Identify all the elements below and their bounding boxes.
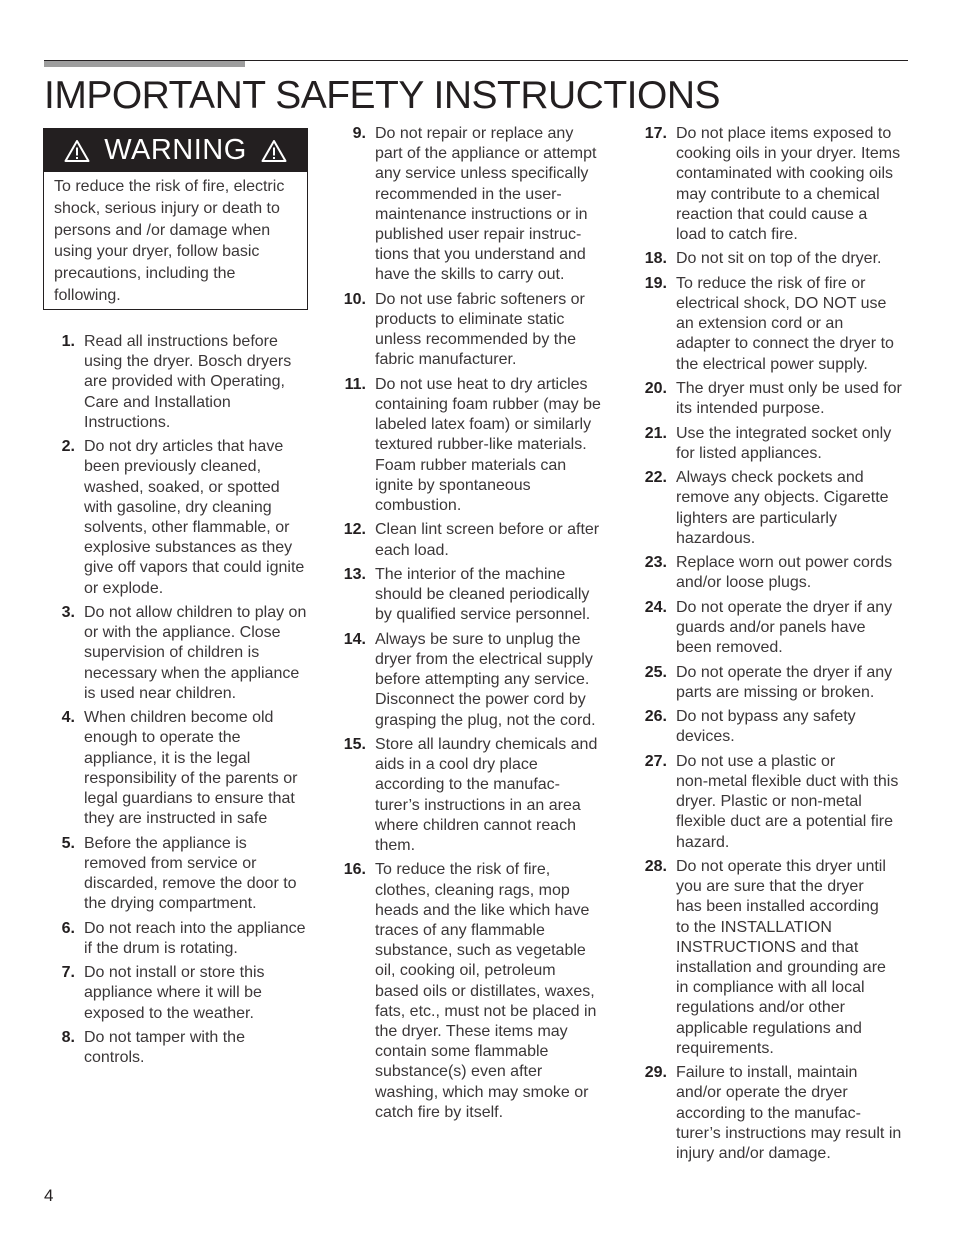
instruction-item (642, 379, 914, 419)
instruction-item (341, 630, 611, 731)
instruction-text: Do not allow children to play on or with the appliance. Close supervision of children is necessary when the appliance is used near children. (84, 604, 307, 702)
instruction-text: When children become old enough to operate the appliance, it is the legal responsibility of the parents or legal guardians to ensure that they are instructed in safe (84, 709, 298, 828)
instruction-number: 29. (644, 1064, 667, 1082)
instruction-number: 3. (61, 604, 75, 622)
warning-triangle-icon (64, 139, 90, 163)
instruction-item (341, 735, 611, 856)
instruction-text: Do not dry articles that have been previously cleaned, washed, soaked, or spotted with gasoline, dry cleaning solvents, other flammable, or explosive substances as they give off vapors that could ignite or explode. (84, 438, 305, 597)
instruction-text: Use the integrated socket only for listed appliances. (676, 424, 892, 462)
instruction-item (50, 603, 312, 704)
instruction-number: 21. (644, 424, 667, 442)
instruction-item (50, 963, 312, 1024)
instruction-text: Do not operate the dryer if any guards and/or panels have been removed. (676, 598, 893, 657)
header-accent-bar (44, 61, 245, 67)
instruction-number: 18. (644, 250, 667, 268)
instruction-number: 6. (61, 919, 75, 937)
instruction-number: 4. (61, 709, 75, 727)
instruction-item (642, 707, 914, 747)
instruction-text: Do not reach into the appliance if the drum is rotating. (84, 919, 306, 957)
instruction-text: Store all laundry chemicals and aids in a cool dry place according to the manufac- turer’s instructions in an area where children cannot reach them. (375, 736, 598, 855)
instruction-text: Before the appliance is removed from service or discarded, remove the door to the drying compartment. (84, 834, 297, 913)
instruction-text: Always check pockets and remove any objects. Cigarette lighters are particularly hazardous. (676, 469, 889, 547)
instruction-number: 20. (644, 380, 667, 397)
instruction-number: 15. (343, 736, 366, 754)
instruction-item (50, 708, 312, 829)
instruction-text: The interior of the machine should be cleaned periodically by qualified service personnel. (375, 566, 591, 624)
instruction-number: 8. (61, 1029, 75, 1047)
warning-header (44, 129, 307, 172)
instruction-number: 2. (61, 438, 75, 456)
instruction-text: Do not bypass any safety devices. (676, 708, 856, 746)
instruction-text: Do not use heat to dry articles containing foam rubber (may be labeled latex foam) or similarly textured rubber-like materials. Foam rubber materials can ignite by spontaneous combustion. (375, 375, 601, 515)
instruction-item (642, 274, 914, 375)
instruction-item (642, 124, 914, 245)
instruction-item (341, 565, 611, 626)
warning-text: To reduce the risk of fire, electric shock, serious injury or death to persons and /or damage when using your dryer, follow basic precautions, including the following. (54, 178, 285, 304)
instruction-number: 11. (344, 375, 366, 393)
instruction-text: Do not operate the dryer if any parts are missing or broken. (676, 663, 893, 701)
instructions-column-2 (341, 124, 611, 1127)
instruction-number: 27. (644, 752, 667, 770)
page-number: 4 (44, 1186, 54, 1205)
instruction-text: Do not use a plastic or non-metal flexible duct with this dryer. Plastic or non-metal flexible duct are a potential fire hazard. (676, 752, 899, 851)
instruction-item (642, 468, 914, 549)
instruction-text: To reduce the risk of fire, clothes, cleaning rags, mop heads and the like which have traces of any flammable substance, such as vegetable oil, cooking oil, petroleum based oils or distillates, waxes, fats, etc., must not be placed in the dryer. These items may contain some flammable substance(s) even after washing, which may smoke or catch fire by itself. (375, 861, 597, 1121)
instructions-column-3 (642, 124, 914, 1168)
instruction-number: 14. (343, 630, 366, 648)
instruction-item (341, 860, 611, 1123)
instruction-item (642, 598, 914, 659)
instruction-text: Failure to install, maintain and/or operate the dryer according to the manufac- turer’s instructions may result in injury and/or damage. (676, 1064, 902, 1162)
instruction-item (341, 520, 611, 560)
instruction-number: 26. (644, 708, 667, 726)
instruction-item (50, 437, 312, 599)
instruction-text: To reduce the risk of fire or electrical shock, DO NOT use an extension cord or an adapter to connect the dryer to the electrical power supply. (676, 274, 894, 373)
instruction-text: Do not use fabric softeners or products to eliminate static unless recommended by the fabric manufacturer. (375, 290, 585, 369)
instruction-number: 24. (644, 598, 667, 616)
instruction-item (642, 553, 914, 593)
instruction-text: Do not sit on top of the dryer. (676, 250, 882, 268)
instruction-number: 13. (343, 566, 366, 584)
instruction-item (642, 752, 914, 853)
instruction-text: Replace worn out power cords and/or loose plugs. (676, 554, 893, 592)
instruction-item (642, 663, 914, 703)
instruction-number: 17. (644, 125, 667, 142)
instruction-item (50, 332, 312, 433)
instruction-item (642, 857, 914, 1059)
instruction-number: 1. (61, 333, 75, 350)
instruction-text: Do not repair or replace any part of the appliance or attempt any service unless specifically recommended in the user- maintenance instructions or in published user repair instruc- tions that you understand and have the skills to carry out. (375, 125, 597, 284)
warning-box (43, 128, 308, 310)
instruction-item (341, 290, 611, 371)
instruction-item (642, 424, 914, 464)
instruction-number: 5. (61, 834, 75, 852)
instruction-item (50, 919, 312, 959)
instruction-number: 10. (343, 290, 366, 308)
instruction-text: Read all instructions before using the dryer. Bosch dryers are provided with Operating, Care and Installation Instructions. (84, 333, 292, 431)
instruction-text: Do not place items exposed to cooking oils in your dryer. Items contaminated with cooking oils may contribute to a chemical reaction that could cause a load to catch fire. (676, 125, 901, 244)
instruction-item (50, 1028, 312, 1068)
instruction-number: 12. (343, 521, 366, 539)
instructions-list (642, 124, 914, 1164)
instruction-number: 28. (644, 857, 667, 875)
instruction-text: Always be sure to unplug the dryer from the electrical supply before attempting any service. Disconnect the power cord by grasping the plug, not the cord. (375, 630, 596, 729)
warning-triangle-icon (261, 139, 287, 163)
instructions-list (50, 332, 312, 1068)
instruction-number: 9. (352, 125, 366, 142)
instruction-number: 23. (644, 554, 667, 572)
instruction-item (341, 124, 611, 286)
instruction-text: Do not operate this dryer until you are sure that the dryer has been installed according to the INSTALLATION INSTRUCTIONS and that installation and grounding are in compliance with all local regulations and/or other applicable regulations and requirements. (676, 857, 886, 1057)
instruction-text: Do not install or store this appliance where it will be exposed to the weather. (84, 964, 265, 1022)
instruction-text: The dryer must only be used for its intended purpose. (676, 380, 902, 418)
instruction-text: Clean lint screen before or after each load. (375, 521, 600, 559)
instruction-item (642, 1063, 914, 1164)
instructions-column-1 (50, 332, 312, 1073)
instruction-item (50, 834, 312, 915)
warning-title: WARNING (104, 134, 247, 166)
instruction-number: 7. (61, 964, 75, 982)
instruction-number: 22. (644, 469, 667, 487)
instruction-text: Do not tamper with the controls. (84, 1029, 245, 1067)
instruction-number: 25. (644, 663, 667, 681)
page-title: IMPORTANT SAFETY INSTRUCTIONS (44, 74, 721, 117)
instructions-list (341, 124, 611, 1123)
instruction-number: 16. (343, 861, 366, 879)
instruction-item (642, 249, 914, 269)
instruction-number: 19. (644, 274, 667, 292)
instruction-item (341, 375, 611, 516)
